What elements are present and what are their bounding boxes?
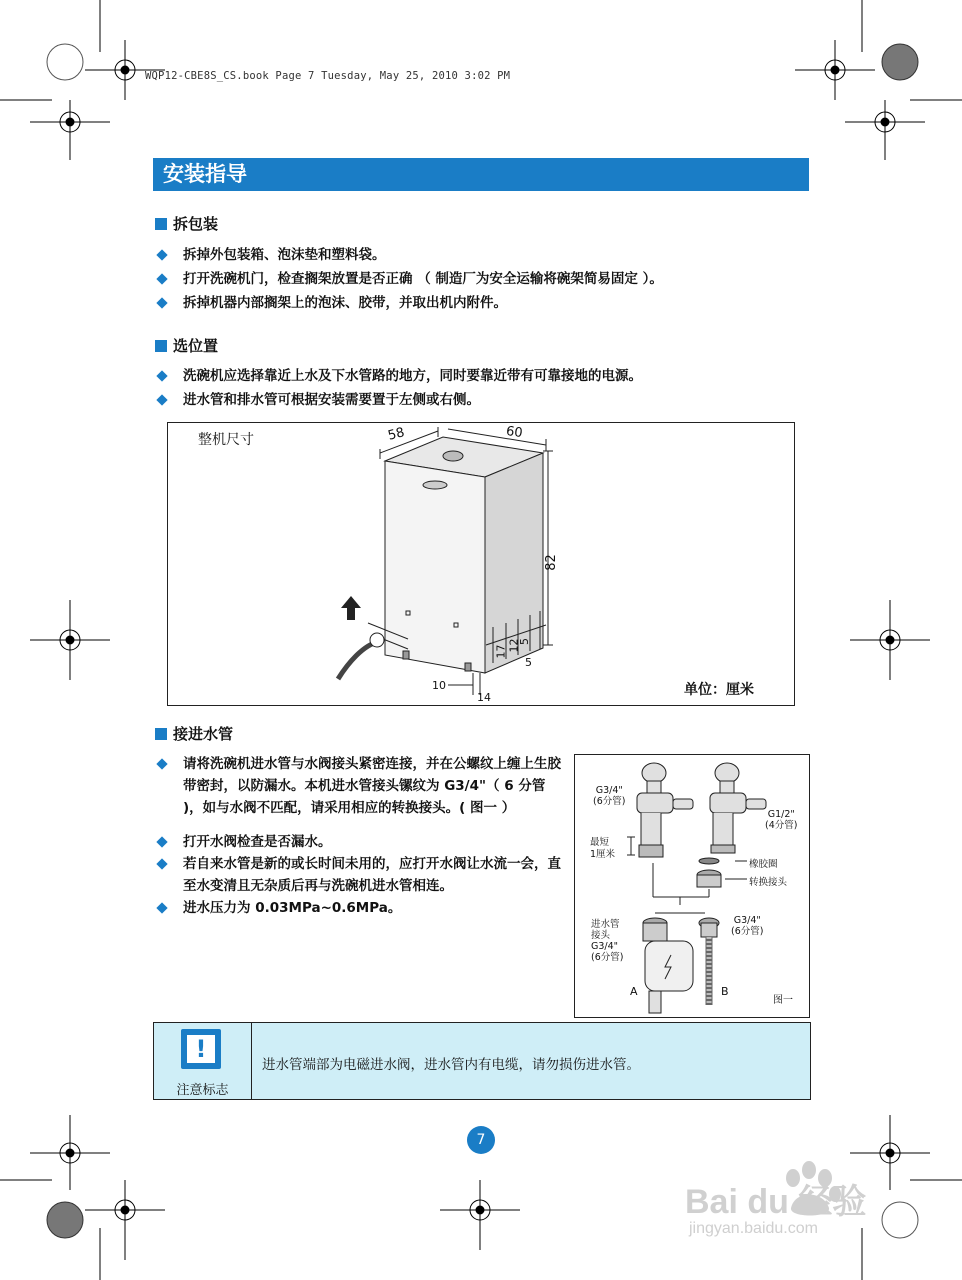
label-shortest: 最短 1厘米 xyxy=(590,837,616,860)
unit-label: 单位：厘米 xyxy=(684,682,754,698)
list-item: 若自来水管是新的或长时间未用的，应打开水阀让水流一会，直至水变清且无杂质后再与洗碗机进水管相连。 xyxy=(155,853,575,897)
location-list xyxy=(155,364,642,412)
diamond-bullet-icon xyxy=(156,273,167,284)
dimension-figure xyxy=(167,422,795,706)
notice-text: 进水管端部为电磁进水阀，进水管内有电缆，请勿损伤进水管。 xyxy=(262,1057,640,1073)
book-header: WQP12-CBE8S_CS.book Page 7 Tuesday, May 25, 2010 3:02 PM xyxy=(145,70,511,82)
figure-caption: 图一 xyxy=(773,995,793,1006)
list-item: 请将洗碗机进水管与水阀接头紧密连接，并在公螺纹上缠上生胶带密封，以防漏水。本机进水管接头镙纹为 G3/4"（ 6 分管 )，如与水阀不匹配，请采用相应的转换接头。( 图一 ） xyxy=(155,753,575,819)
diamond-bullet-icon xyxy=(156,858,167,869)
dim-d5: 10 xyxy=(432,679,446,692)
dim-d6: 14 xyxy=(477,691,491,704)
label-rubber-ring: 橡胶圈 xyxy=(749,859,778,870)
diamond-bullet-icon xyxy=(156,836,167,847)
warning-icon: ! xyxy=(181,1029,221,1069)
list-item: 拆掉外包装箱、泡沫垫和塑料袋。 xyxy=(155,243,663,267)
dim-d4: 5 xyxy=(525,656,532,669)
baidu-watermark xyxy=(675,1160,915,1260)
dim-width: 60 xyxy=(505,423,524,442)
section-heading-location: 选位置 xyxy=(155,335,218,356)
label-g12: G1/2" (4分管) xyxy=(765,809,798,831)
notice-label-cell xyxy=(154,1023,252,1099)
square-bullet-icon xyxy=(155,340,167,352)
notice-box xyxy=(153,1022,811,1100)
diamond-bullet-icon xyxy=(156,902,167,913)
list-item: 洗碗机应选择靠近上水及下水管路的地方，同时要靠近带有可靠接地的电源。 xyxy=(155,364,642,388)
dim-height: 82 xyxy=(543,554,559,571)
diamond-bullet-icon xyxy=(156,297,167,308)
unpack-list xyxy=(155,243,663,315)
list-item: 打开水阀检查是否漏水。 xyxy=(155,831,575,853)
list-item: 打开洗碗机门，检查搁架放置是否正确 （ 制造厂为安全运输将碗架简易固定 ）。 xyxy=(155,267,663,291)
page-title: 安装指导 xyxy=(153,158,809,191)
label-b: B xyxy=(721,985,729,998)
section-heading-unpack: 拆包装 xyxy=(155,213,218,234)
label-inlet-joint: 进水管 接头 G3/4" (6分管) xyxy=(591,919,624,963)
diamond-bullet-icon xyxy=(156,370,167,381)
diamond-bullet-icon xyxy=(156,758,167,769)
pipe-figure xyxy=(574,754,810,1018)
dim-d2: 12 xyxy=(507,638,521,653)
inlet-list xyxy=(155,753,575,919)
list-item: 进水压力为 0.03MPa~0.6MPa。 xyxy=(155,897,575,919)
dim-depth: 58 xyxy=(386,425,407,444)
diamond-bullet-icon xyxy=(156,394,167,405)
dishwasher-drawing xyxy=(168,423,794,705)
square-bullet-icon xyxy=(155,218,167,230)
dim-d3: 5 xyxy=(518,638,531,645)
page-number: 7 xyxy=(467,1126,495,1154)
watermark-url: jingyan.baidu.com xyxy=(689,1220,818,1237)
dim-d1: 17 xyxy=(494,644,508,659)
list-item: 拆掉机器内部搁架上的泡沫、胶带，并取出机内附件。 xyxy=(155,291,663,315)
list-item: 进水管和排水管可根据安装需要置于左侧或右侧。 xyxy=(155,388,642,412)
notice-label: 注意标志 xyxy=(176,1083,229,1098)
label-g34-top: G3/4" (6分管) xyxy=(593,785,626,807)
section-heading-inlet: 接进水管 xyxy=(155,723,233,744)
square-bullet-icon xyxy=(155,728,167,740)
label-a: A xyxy=(630,985,638,998)
label-g34-right: G3/4" (6分管) xyxy=(731,915,764,937)
diamond-bullet-icon xyxy=(156,249,167,260)
figure-title: 整机尺寸 xyxy=(198,432,254,448)
label-adapter: 转换接头 xyxy=(749,877,788,888)
watermark-brand: Bai du 经验 xyxy=(685,1183,867,1221)
